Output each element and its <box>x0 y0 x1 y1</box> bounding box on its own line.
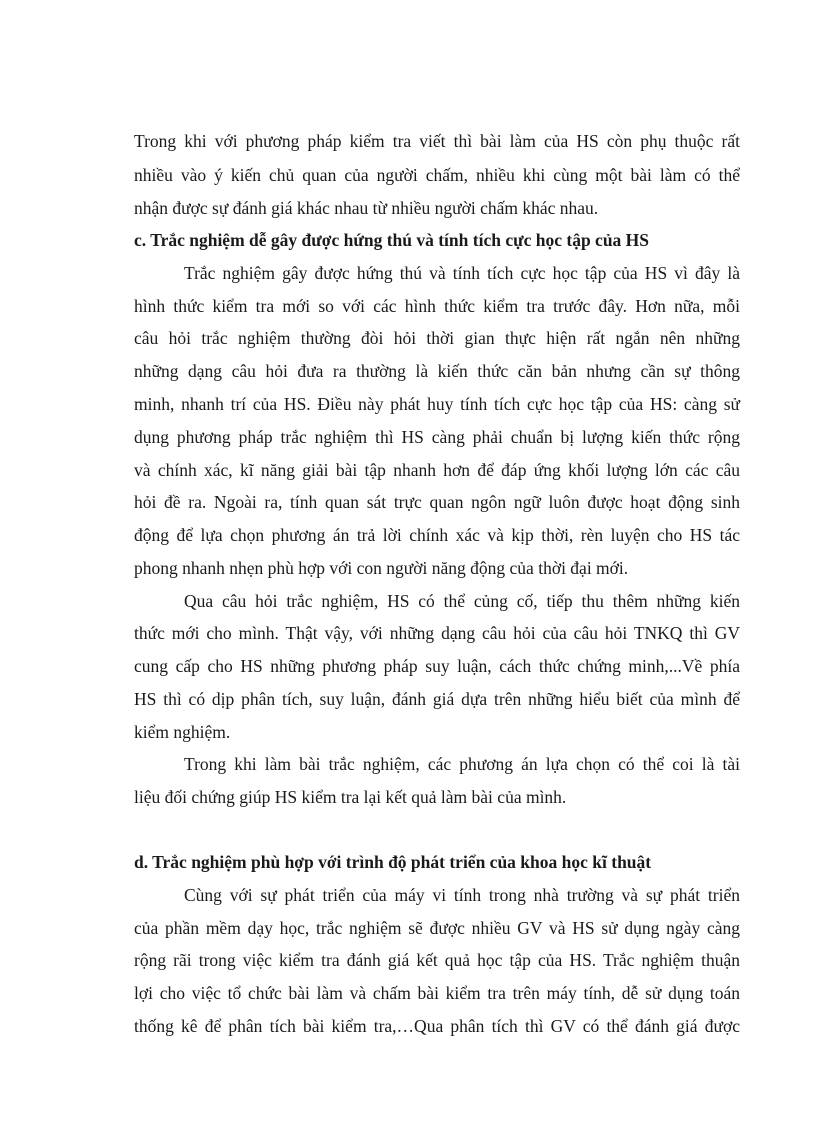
paragraph-5-line-2: của phần mềm dạy học, trắc nghiệm sẽ được nhiều GV và HS sử dụng ngày càng <box>134 918 740 938</box>
paragraph-3-line-3: cung cấp cho HS những phương pháp suy luận, cách thức chứng minh,...Về phía <box>134 656 740 676</box>
paragraph-1-line-1: Trong khi với phương pháp kiểm tra viết thì bài làm của HS còn phụ thuộc rất <box>134 131 740 151</box>
paragraph-5-line-5: thống kê để phân tích bài kiểm tra,…Qua phân tích thì GV có thể đánh giá được <box>134 1016 740 1036</box>
paragraph-2-line-5: minh, nhanh trí của HS. Điều này phát huy tính tích cực học tập của HS: càng sử <box>134 394 740 414</box>
paragraph-3-line-2: thức mới cho mình. Thật vậy, với những dạng câu hỏi của câu hỏi TNKQ thì GV <box>134 623 740 643</box>
paragraph-1-line-3: nhận được sự đánh giá khác nhau từ nhiều người chấm khác nhau. <box>134 198 599 218</box>
paragraph-2-line-9: động để lựa chọn phương án trả lời chính xác và kịp thời, rèn luyện cho HS tác <box>134 525 740 545</box>
section-heading-d: d. Trắc nghiệm phù hợp với trình độ phát triển của khoa học kĩ thuật <box>134 852 652 872</box>
paragraph-2-line-6: dụng phương pháp trắc nghiệm thì HS càng phải chuẩn bị lượng kiến thức rộng <box>134 427 740 447</box>
paragraph-5-line-3: rộng rãi trong việc kiểm tra đánh giá kết quả học tập của HS. Trắc nghiệm thuận <box>134 950 740 970</box>
paragraph-2-line-8: hỏi đề ra. Ngoài ra, tính quan sát trực quan ngôn ngữ luôn được hoạt động sinh <box>134 492 740 512</box>
section-heading-c: c. Trắc nghiệm dễ gây được hứng thú và tính tích cực học tập của HS <box>134 230 650 250</box>
paragraph-3-line-1: Qua câu hỏi trắc nghiệm, HS có thể củng cố, tiếp thu thêm những kiến <box>184 591 740 611</box>
paragraph-5-line-1: Cùng với sự phát triển của máy vi tính trong nhà trường và sự phát triển <box>184 885 740 905</box>
paragraph-2-line-4: những dạng câu hỏi đưa ra thường là kiến thức căn bản nhưng cần sự thông <box>134 361 740 381</box>
paragraph-3-line-5: kiểm nghiệm. <box>134 722 231 742</box>
paragraph-1-line-2: nhiều vào ý kiến chủ quan của người chấm, nhiều khi cùng một bài làm có thể <box>134 165 740 185</box>
paragraph-2-line-3: câu hỏi trắc nghiệm thường đòi hỏi thời gian thực hiện rất ngắn nên những <box>134 328 740 348</box>
paragraph-2-line-10: phong nhanh nhẹn phù hợp với con người năng động của thời đại mới. <box>134 558 629 578</box>
paragraph-4-line-1: Trong khi làm bài trắc nghiệm, các phương án lựa chọn có thể coi là tài <box>184 754 740 774</box>
paragraph-5-line-4: lợi cho việc tổ chức bài làm và chấm bài kiểm tra trên máy tính, dễ sử dụng toán <box>134 983 740 1003</box>
paragraph-2-line-2: hình thức kiểm tra mới so với các hình thức kiểm tra trước đây. Hơn nữa, mỗi <box>134 296 740 316</box>
paragraph-2-line-1: Trắc nghiệm gây được hứng thú và tính tích cực học tập của HS vì đây là <box>184 263 740 283</box>
paragraph-3-line-4: HS thì có dịp phân tích, suy luận, đánh giá dựa trên những hiểu biết của mình để <box>134 689 740 709</box>
paragraph-4-line-2: liệu đối chứng giúp HS kiểm tra lại kết quả làm bài của mình. <box>134 787 567 807</box>
paragraph-2-line-7: và chính xác, kĩ năng giải bài tập nhanh hơn để đáp ứng khối lượng lớn các câu <box>134 460 740 480</box>
